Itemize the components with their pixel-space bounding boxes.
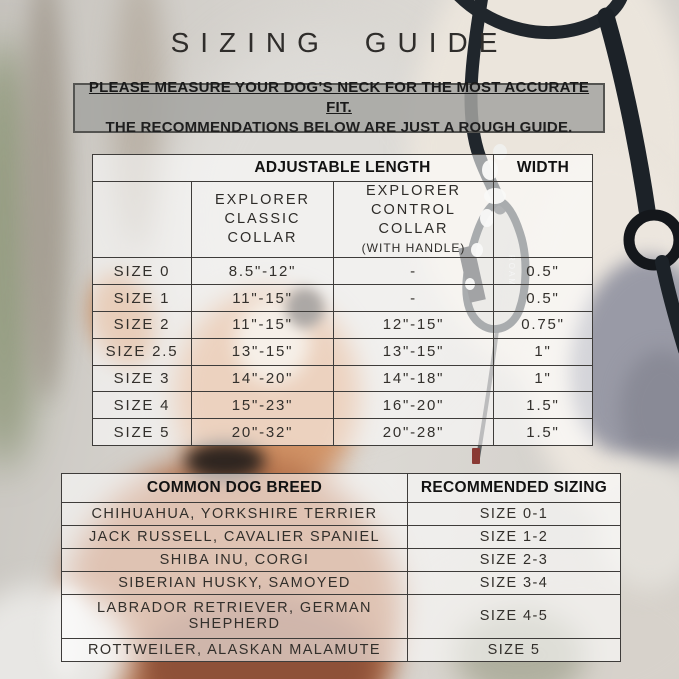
o-ring-icon bbox=[629, 215, 679, 265]
breed-names: ROTTWEILER, ALASKAN MALAMUTE bbox=[62, 639, 408, 662]
empty-cell bbox=[494, 182, 593, 258]
control-range: - bbox=[334, 258, 494, 285]
size-row bbox=[93, 365, 593, 392]
size-label: SIZE 2 bbox=[93, 311, 192, 338]
breed-row bbox=[62, 503, 621, 526]
control-collar-line2: CONTROL COLLAR bbox=[371, 201, 456, 237]
breed-row bbox=[62, 594, 621, 638]
width-value: 1" bbox=[494, 365, 593, 392]
notice-line-2: THE RECOMMENDATIONS BELOW ARE JUST A ROUGH GUIDE. bbox=[105, 119, 573, 136]
breed-table-header-row bbox=[62, 474, 621, 503]
size-row bbox=[93, 311, 593, 338]
classic-range: 11"-15" bbox=[192, 311, 334, 338]
control-range: 20"-28" bbox=[334, 419, 494, 446]
measure-notice bbox=[73, 79, 605, 136]
size-row bbox=[93, 419, 593, 446]
width-value: 0.5" bbox=[494, 258, 593, 285]
breed-row bbox=[62, 639, 621, 662]
control-range: 12"-15" bbox=[334, 311, 494, 338]
size-table bbox=[92, 154, 593, 446]
recommended-size: SIZE 3-4 bbox=[408, 571, 621, 594]
breed-names: SHIBA INU, CORGI bbox=[62, 548, 408, 571]
classic-range: 15"-23" bbox=[192, 392, 334, 419]
breed-row bbox=[62, 548, 621, 571]
control-collar-header bbox=[334, 182, 494, 258]
breed-table bbox=[61, 473, 621, 662]
classic-range: 20"-32" bbox=[192, 419, 334, 446]
sizing-header: RECOMMENDED SIZING bbox=[408, 474, 621, 503]
empty-cell bbox=[93, 182, 192, 258]
classic-range: 13"-15" bbox=[192, 338, 334, 365]
size-row bbox=[93, 392, 593, 419]
adjustable-length-header: ADJUSTABLE LENGTH bbox=[93, 155, 494, 182]
control-range: 14"-18" bbox=[334, 365, 494, 392]
classic-collar-line2: CLASSIC COLLAR bbox=[224, 211, 301, 247]
breed-row bbox=[62, 525, 621, 548]
breed-header: COMMON DOG BREED bbox=[62, 474, 408, 503]
size-label: SIZE 3 bbox=[93, 365, 192, 392]
width-value: 0.5" bbox=[494, 285, 593, 312]
size-row bbox=[93, 338, 593, 365]
width-value: 1" bbox=[494, 338, 593, 365]
recommended-size: SIZE 0-1 bbox=[408, 503, 621, 526]
breed-names: JACK RUSSELL, CAVALIER SPANIEL bbox=[62, 525, 408, 548]
classic-range: 8.5"-12" bbox=[192, 258, 334, 285]
size-label: SIZE 5 bbox=[93, 419, 192, 446]
size-row bbox=[93, 285, 593, 312]
control-collar-line1: EXPLORER bbox=[366, 183, 461, 199]
control-range: - bbox=[334, 285, 494, 312]
classic-range: 11"-15" bbox=[192, 285, 334, 312]
size-label: SIZE 0 bbox=[93, 258, 192, 285]
size-table-header-row bbox=[93, 155, 593, 182]
notice-line-1: PLEASE MEASURE YOUR DOG’S NECK FOR THE MOST ACCURATE FIT. bbox=[88, 79, 590, 116]
recommended-size: SIZE 4-5 bbox=[408, 594, 621, 638]
page-title: SIZING GUIDE bbox=[170, 27, 509, 58]
classic-range: 14"-20" bbox=[192, 365, 334, 392]
control-collar-line3: (WITH HANDLE) bbox=[361, 240, 466, 255]
recommended-size: SIZE 1-2 bbox=[408, 525, 621, 548]
recommended-size: SIZE 2-3 bbox=[408, 548, 621, 571]
breed-row bbox=[62, 571, 621, 594]
classic-collar-header bbox=[192, 182, 334, 258]
leash-tag bbox=[472, 448, 480, 464]
classic-collar-line1: EXPLORER bbox=[215, 192, 310, 209]
breed-names: CHIHUAHUA, YORKSHIRE TERRIER bbox=[62, 503, 408, 526]
control-range: 13"-15" bbox=[334, 338, 494, 365]
leash-strap bbox=[662, 262, 679, 350]
size-label: SIZE 2.5 bbox=[93, 338, 192, 365]
width-value: 0.75" bbox=[494, 311, 593, 338]
breed-names: SIBERIAN HUSKY, SAMOYED bbox=[62, 571, 408, 594]
size-label: SIZE 4 bbox=[93, 392, 192, 419]
width-value: 1.5" bbox=[494, 419, 593, 446]
control-range: 16"-20" bbox=[334, 392, 494, 419]
recommended-size: SIZE 5 bbox=[408, 639, 621, 662]
width-value: 1.5" bbox=[494, 392, 593, 419]
collar-subheader-row bbox=[93, 182, 593, 258]
size-row bbox=[93, 258, 593, 285]
width-header: WIDTH bbox=[494, 155, 593, 182]
size-label: SIZE 1 bbox=[93, 285, 192, 312]
breed-names: LABRADOR RETRIEVER, GERMAN SHEPHERD bbox=[62, 594, 408, 638]
